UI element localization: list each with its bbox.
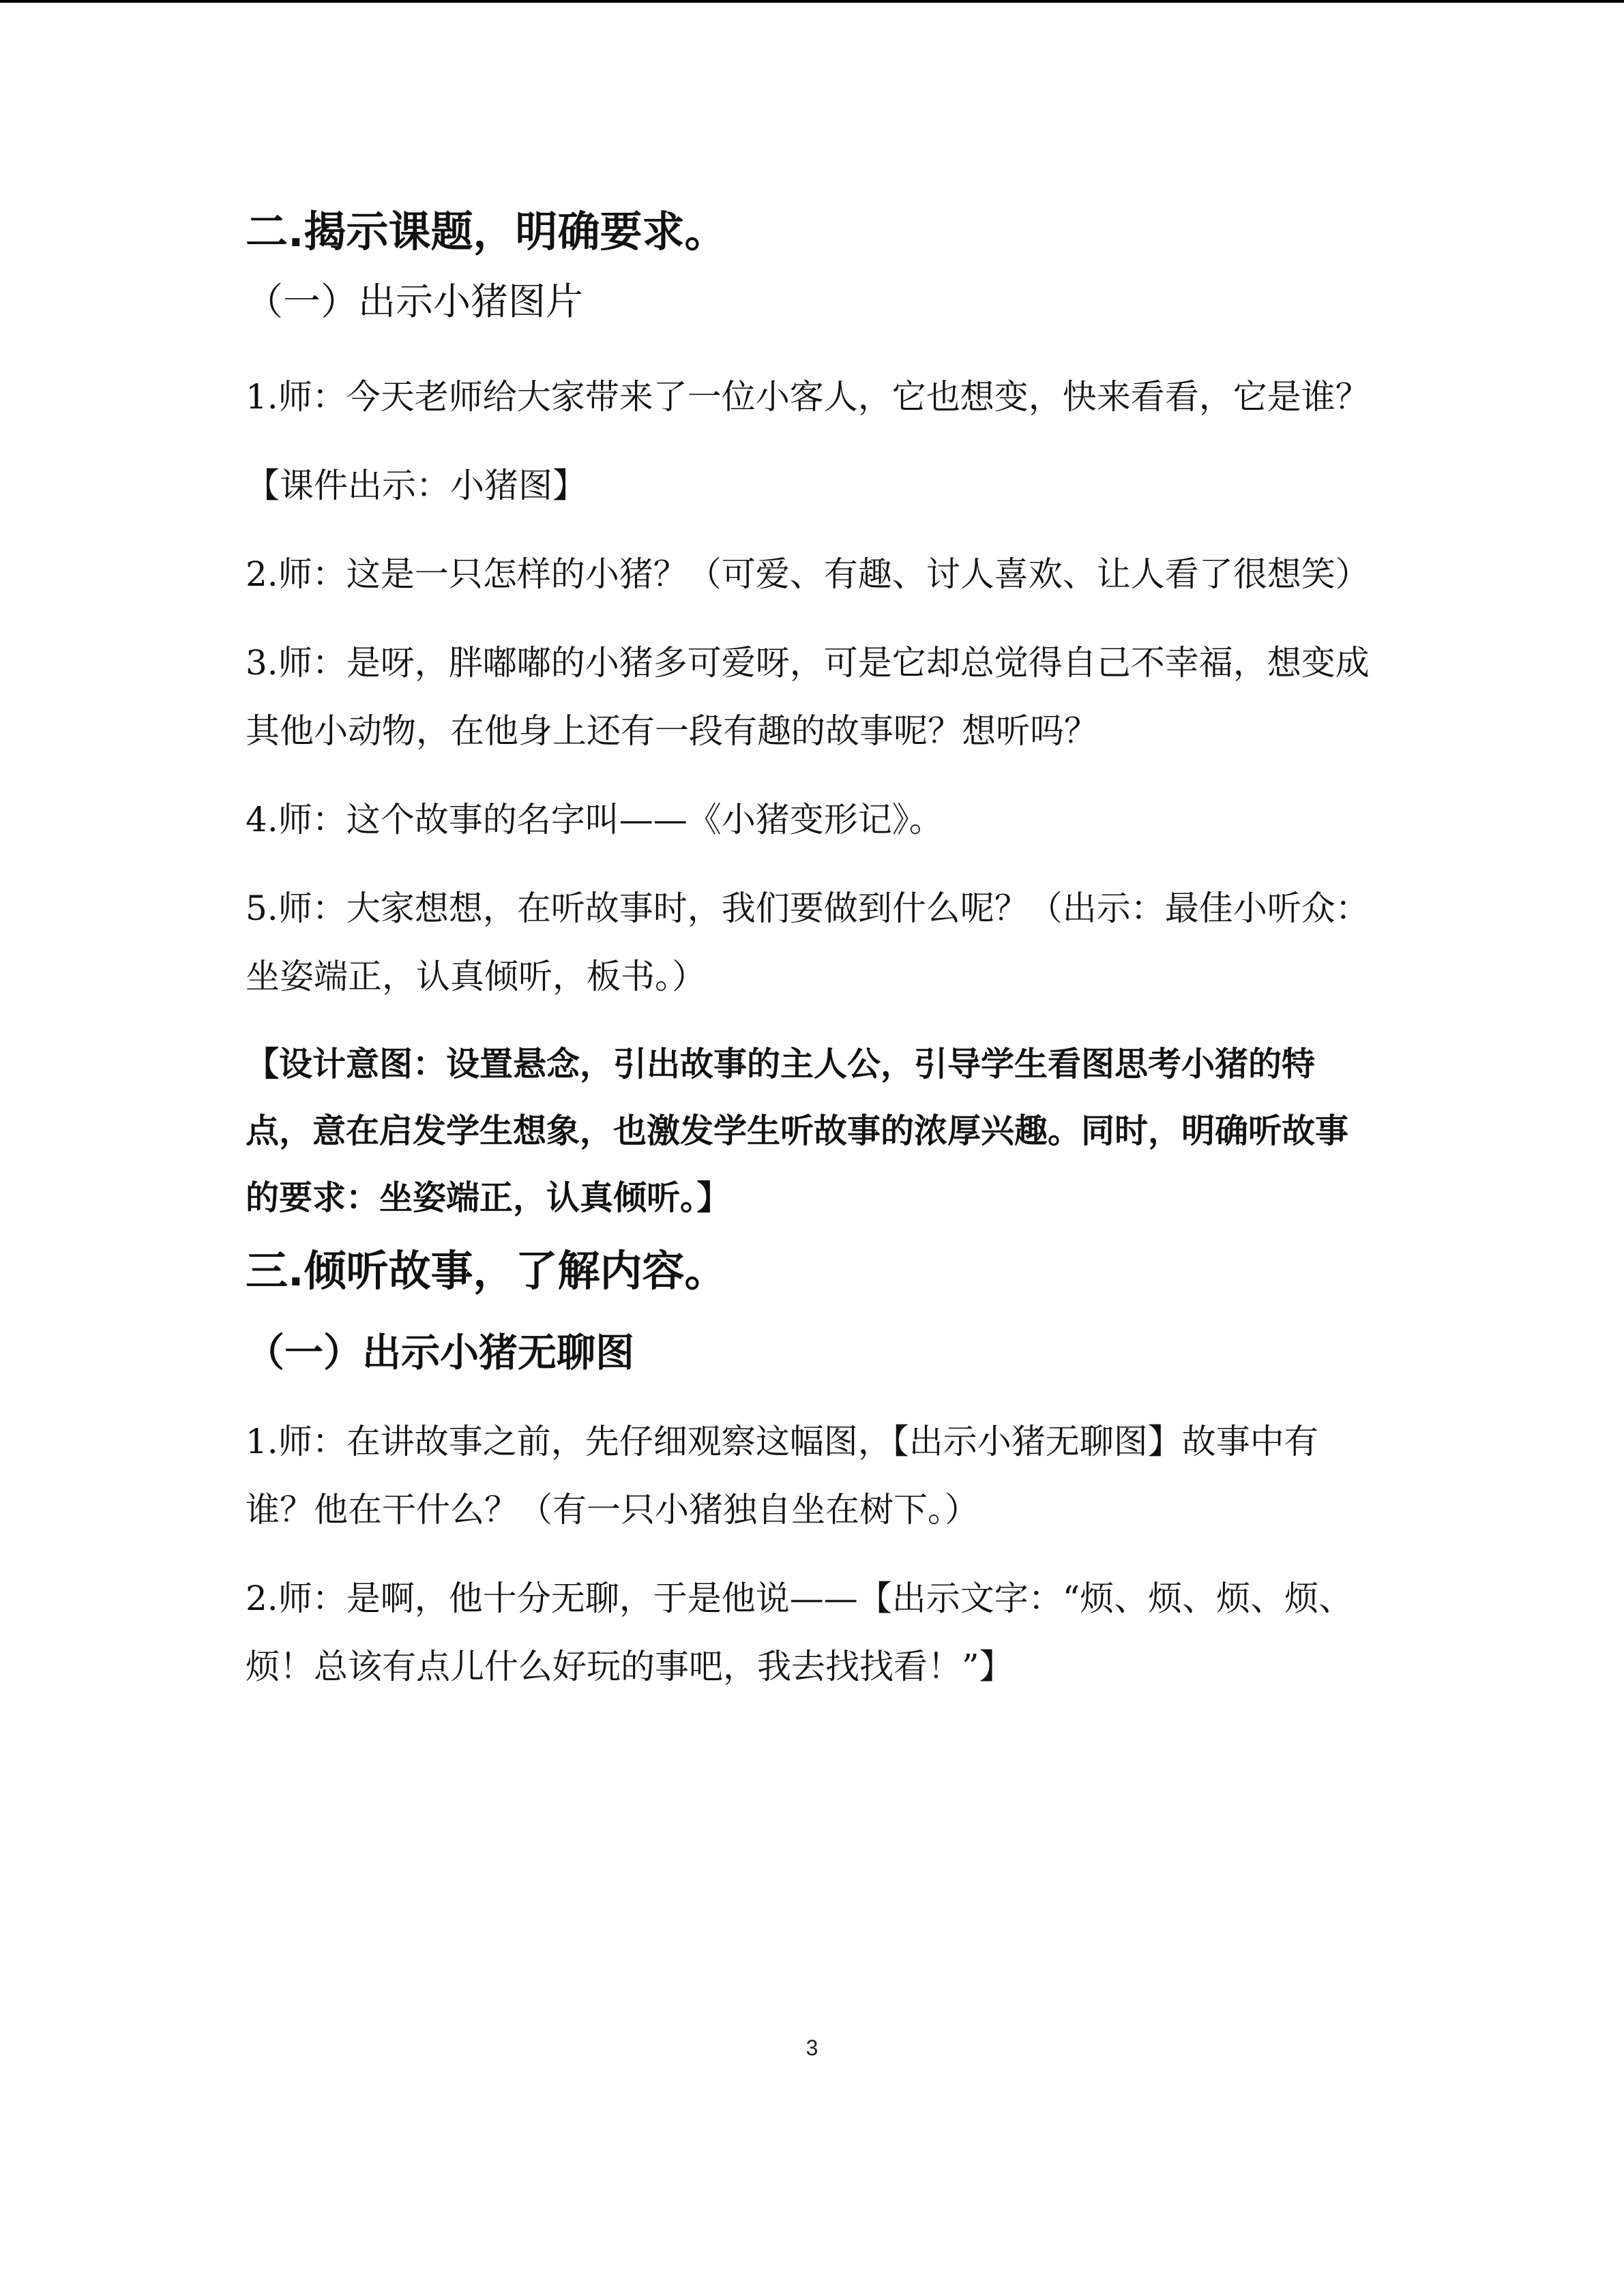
subsection-heading: （一）出示小猪图片 (246, 280, 584, 323)
paragraph: 2.师：是啊，他十分无聊，于是他说——【出示文字：“烦、烦、烦、烦、烦！总该有点儿什么好玩的事吧，我去找找看！”】 (246, 1579, 1353, 1686)
section-heading: 二.揭示课题，明确要求。 (246, 207, 727, 256)
paragraph: 【课件出示：小猪图】 (246, 466, 587, 505)
top-border (0, 0, 1624, 3)
paragraph: 2.师：这是一只怎样的小猪？（可爱、有趣、讨人喜欢、让人看了很想笑） (246, 554, 1370, 594)
design-intent: 【设计意图：设置悬念，引出故事的主人公，引导学生看图思考小猪的特点，意在启发学生想象，也激发学生听故事的浓厚兴趣。同时，明确听故事的要求：坐姿端正，认真倾听。】 (246, 1045, 1349, 1217)
paragraph: 1.师：今天老师给大家带来了一位小客人，它也想变，快来看看，它是谁？ (246, 377, 1370, 417)
paragraph: 1.师：在讲故事之前，先仔细观察这幅图，【出示小猪无聊图】故事中有谁？他在干什么？（有一只小猪独自坐在树下。） (246, 1422, 1318, 1530)
subsection-heading: （一）出示小猪无聊图 (246, 1330, 634, 1375)
document-page (246, 198, 1378, 1701)
paragraph: 4.师：这个故事的名字叫——《小猪变形记》。 (246, 800, 943, 839)
section-heading: 三.倾听故事，了解内容。 (246, 1246, 727, 1296)
paragraph: 3.师：是呀，胖嘟嘟的小猪多可爱呀，可是它却总觉得自己不幸福，想变成其他小动物，在他身上还有一段有趣的故事呢？想听吗？ (246, 643, 1370, 751)
paragraph: 5.师：大家想想，在听故事时，我们要做到什么呢？（出示：最佳小听众：坐姿端正，认真倾听，板书。） (246, 889, 1370, 996)
page-number: 3 (806, 2036, 818, 2060)
